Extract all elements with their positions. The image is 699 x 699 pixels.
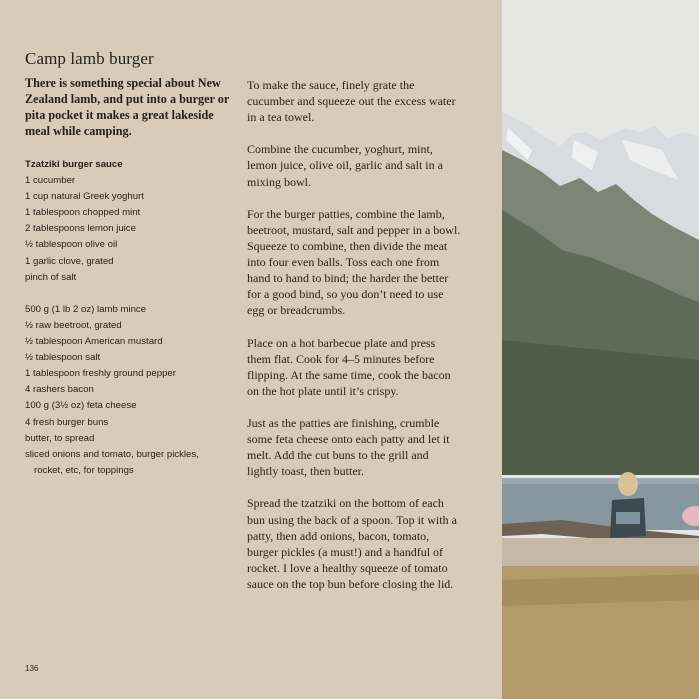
ingredient-item: 1 tablespoon freshly ground pepper [25, 368, 176, 380]
method-steps [247, 77, 462, 608]
method-step: Place on a hot barbecue plate and press them flat. Cook for 4–5 minutes before flipping. At the same time, cook the bacon on the hot plate until it’s crispy. [247, 335, 451, 398]
lower-hill [502, 340, 699, 475]
ingredient-item: 1 garlic clove, grated [25, 255, 114, 267]
method-step: Spread the tzatziki on the bottom of each bun using the back of a spoon. Top it with a patty, then add onions, bacon, tomato, burger pickles (a must!) and a handful of rocket. I love a healthy squeeze of tomato sauce on the top bun before closing the lid. [247, 496, 457, 591]
ingredient-item: ½ tablespoon olive oil [25, 239, 118, 251]
ingredient-item: 1 cup natural Greek yoghurt [25, 191, 144, 203]
ingredient-item: ½ raw beetroot, grated [25, 319, 122, 331]
ingredients-spacer [25, 286, 240, 302]
recipe-intro: There is something special about New Zealand lamb, and put into a burger or pita pocket it makes a great lakeside meal while camping. [25, 76, 230, 138]
ingredient-item: butter, to spread [25, 432, 95, 444]
page-number: 136 [25, 664, 39, 673]
method-step: To make the sauce, finely grate the cucumber and squeeze out the excess water in a tea towel. [247, 78, 456, 125]
ingredient-item: rocket, etc, for toppings [34, 464, 134, 476]
lake-highlight [502, 478, 699, 484]
ingredient-item: 1 cucumber [25, 175, 76, 187]
ingredients-heading: Tzatziki burger sauce [25, 159, 123, 170]
beach [502, 538, 699, 568]
ingredient-item: ½ tablespoon salt [25, 352, 101, 364]
method-step: For the burger patties, combine the lamb, beetroot, mustard, salt and pepper in a bowl. Squeeze to combine, then divide the meat into four even balls. Toss each one from hand to hand to bind; the harder the better for a good bind, so you don’t need to use egg or breadcrumbs. [247, 206, 461, 318]
recipe-title: Camp lamb burger [25, 49, 154, 69]
lakeside-photo-illustration [502, 0, 699, 699]
ingredient-item: 2 tablespoons lemon juice [25, 223, 136, 235]
ingredients-list [25, 157, 240, 479]
ingredient-item: 100 g (3½ oz) feta cheese [25, 400, 137, 412]
ingredient-item: 1 tablespoon chopped mint [25, 207, 141, 219]
ingredient-item: sliced onions and tomato, burger pickles, [25, 448, 199, 460]
ingredient-item: 4 fresh burger buns [25, 416, 109, 428]
lakeside-photo [502, 0, 699, 699]
method-step: Combine the cucumber, yoghurt, mint, lemon juice, olive oil, garlic and salt in a mixing bowl. [247, 142, 443, 189]
method-step: Just as the patties are finishing, crumble some feta cheese onto each patty and let it melt. Add the cut buns to the grill and lightly toast, then butter. [247, 415, 450, 479]
ingredient-item: 500 g (1 lb 2 oz) lamb mince [25, 303, 147, 315]
ingredient-item: 4 rashers bacon [25, 384, 94, 396]
ingredient-item: ½ tablespoon American mustard [25, 336, 163, 348]
ingredient-item: pinch of salt [25, 271, 77, 283]
